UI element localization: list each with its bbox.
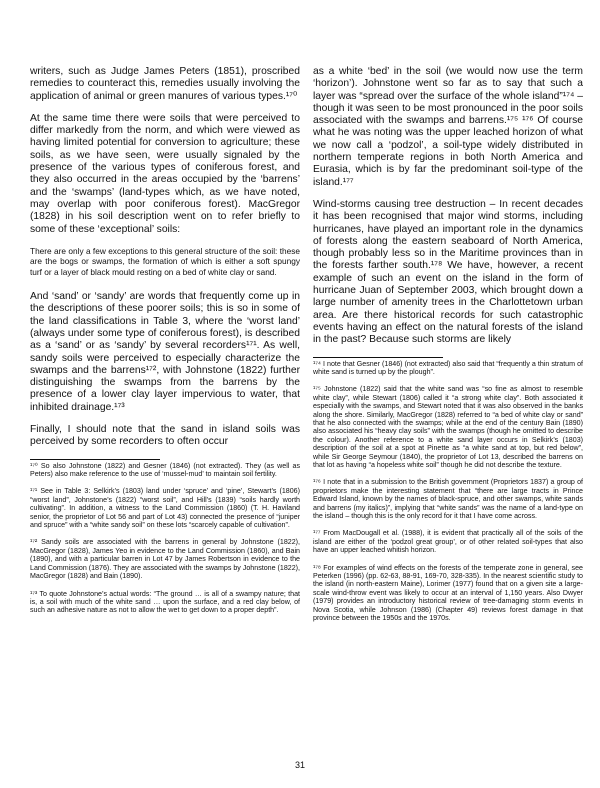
footnote: ¹⁷² Sandy soils are associated with the barrens in general by Johnstone (1822), MacGregor (1828), James Yeo in evidence to the Land Commission (1860), and Bain (1890), and with a particular barren in Lot 47 by James Robertson in evidence to the Land Commission (1876). They are associated with the swamps by Johnstone (1822), MacGregor (1828) and Bain (1890). — [30, 538, 300, 581]
footnote: ¹⁷⁷ From MacDougall et al. (1988), it is evident that practically all of the soils of the island are either of the ‘podzol great group’, or of other related soil-types that also have an upper leached whitish horizon. — [313, 529, 583, 555]
right-column — [313, 66, 583, 632]
left-body-text — [30, 66, 300, 449]
page-number: 31 — [294, 760, 305, 770]
right-footnotes — [313, 360, 583, 623]
footnote: ¹⁷⁴ I note that Gesner (1846) (not extracted) also said that “frequently a thin stratum of white sand is turned up by the plough”. — [313, 359, 583, 376]
footnote: ¹⁷⁵ Johnstone (1822) said that the white sand was “so fine as almost to resemble white clay”, while Stewart (1806) called it “a strong white clay”. Both associated it especially with the swamps, and Stewart noted that it was also observed in the banks along the shore. Similarly, MacGregor (1828) referred to “a bed of white clay or sand” that he also connected with the swamps; while at the end of the century Bain (1890) also associated his “heavy clay soils” with the swamps (though he omitted to describe the colour). Another reference to a white sand layer occurs in Selkirk’s (1803) description of the soil at a spot at Pinette as “a white sand at top, but red below”, while Sir George Seymour (1840), the proprietor of Lot 13, described the barrens on that lot as having “a hopeless white soil” though he did not describe the texture. — [313, 385, 583, 469]
body-paragraph: as a white ‘bed’ in the soil (we would now use the term ‘horizon’). Johnstone went so far as to say that such a layer was “spread over the surface of the whole island”¹⁷⁴ – though it was seen to be most pronounced in the poor soils associated with the swamps and barrens.¹⁷⁵ ¹⁷⁶ Of course what he was noting was the upper leached horizon of what we now call a ‘podzol’, a soil-type widely distributed in northern temperate regions in both North America and Eurasia, which is by far the predominant soil-type of the island.¹⁷⁷ — [313, 66, 583, 188]
footnote-divider — [313, 357, 443, 358]
body-paragraph: At the same time there were soils that were perceived to differ markedly from the norm, and which were viewed as having limited potential for conversion to agriculture; these soils, as we have seen, were usually signaled by the presence of the various types of coniferous forest, and they also occurred in the areas occupied by the ‘barrens’ and the ‘swamps’ (land-types which, as we have noted, may overlap with poor coniferous forest). MacGregor (1828) in his soil description went on to refer briefly to some of these ‘exceptional’ soils: — [30, 112, 300, 235]
right-body-text — [313, 66, 583, 347]
block-quote: There are only a few exceptions to this general structure of the soil: these are the bogs or swamps, the formation of which is either a soft spungy turf or a layer of black mould resting on a bed of white clay or sand. — [30, 245, 300, 277]
footnote: ¹⁷⁰ So also Johnstone (1822) and Gesner (1846) (not extracted). They (as well as Peters) also make reference to the use of ‘mussel-mud’ to maintain soil fertility. — [30, 461, 300, 479]
left-footnotes — [30, 462, 300, 615]
left-column — [30, 66, 300, 624]
body-paragraph: writers, such as Judge James Peters (1851), proscribed remedies to counteract this, remedies usually involving the application of animal or green manures of various types.¹⁷⁰ — [30, 66, 300, 102]
footnote: ¹⁷¹ See in Table 3: Selkirk’s (1803) land under ‘spruce’ and ‘pine’, Stewart’s (1806) “worst land”, Johnstone’s (1822) “worst soil”, and Hill’s (1839) “soils hardly worth cultivating”. In addition, a witness to the Land Commission (1860) (T. H. Haviland senior, the proprietor of Lot 56 and part of Lot 43) connected the presence of “juniper and spruce” with a “white sandy soil” on these lots “scarcely capable of cultivation”. — [30, 487, 300, 530]
body-paragraph: And ‘sand’ or ‘sandy’ are words that frequently come up in the descriptions of these poorer soils; this is so in some of the land classifications in Table 3, where the ‘worst land’ (always under some type of coniferous forest), is described as a ‘sand’ or as ‘sandy’ by several recorders¹⁷¹. As well, sandy soils were perceived to especially characterize the swamps and the barrens¹⁷², with Johnstone (1822) further distinguishing the swamps from the barrens by the presence of a lower clay layer impervious to water, that inhibited drainage.¹⁷³ — [30, 291, 300, 413]
body-paragraph: Finally, I should note that the sand in island soils was perceived by some recorders to often occur — [30, 424, 300, 448]
footnote-divider — [30, 459, 160, 460]
section-paragraph: Wind-storms causing tree destruction – In recent decades it has been recognised that major wind storms, including hurricanes, have played an important role in the dynamics of forests along the eastern seaboard of North America, though probably less so in the Maritime provinces than in the forests farther south.¹⁷⁸ We have, however, a recent example of such an event on the island in the form of hurricane Juan of September 2003, which brought down a large number of amenity trees in the Charlottetown urban area. Are there historical records for such catastrophic events having an effect on the natural forests of the island in the past? Because such storms are likely — [313, 198, 583, 346]
footnote: ¹⁷⁶ I note that in a submission to the British government (Proprietors 1837) a group of proprietors make the interesting statement that “there are large tracts in Prince Edward Island, known by the names of black-spruce, and other swamps, white sands and barrens (my italics)”, implying that “white sands” was the name of a land-type on the island – though this is the only record for it that I have come across. — [313, 478, 583, 521]
footnote: ¹⁷³ To quote Johnstone’s actual words: “The ground … is all of a swampy nature; that is, a soil with much of the white sand … upon the surface, and a red clay below, of such an adhesive nature as not to allow the wet to get down to a proper depth”. — [30, 589, 300, 615]
footnote: ¹⁷⁸ For examples of wind effects on the forests of the temperate zone in general, see Peterken (1996) (pp. 62-63, 88-91, 169-70, 328-335). In the nearest scientific study to the island (in north-eastern Maine), Lorimer (1977) found that on a given site a large-scale wind-throw event was likely to occur at an interval of 1,150 years. Also Dwyer (1979) provides an introductory historical review of tree-damaging storm events in Nova Scotia, while Johnson (1986) (Chapter 49) reviews forest damage in that province between the 1950s and the 1970s. — [313, 563, 583, 623]
